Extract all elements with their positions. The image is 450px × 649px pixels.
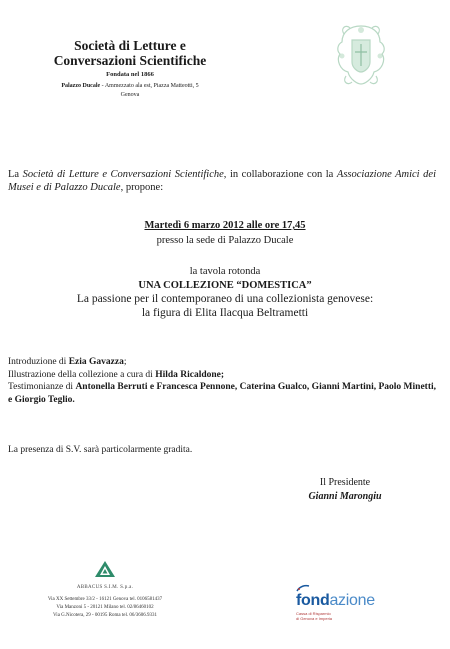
signature-block xyxy=(290,476,400,504)
abbacus-address-line: Via Manzoni 5 - 20121 Milano tel. 02/86460102 xyxy=(56,605,154,610)
sponsor-abbacus xyxy=(20,560,190,620)
event-format: la tavola rotonda xyxy=(189,266,261,277)
abbacus-address-line: Via XX Settembre 33/2 - 16121 Genova tel. 0106581437 xyxy=(47,597,163,602)
fondazione-light: azione xyxy=(329,592,375,609)
intro-punct: ; xyxy=(123,357,127,367)
closing-line: La presenza di S.V. sarà particolarmente gradita. xyxy=(8,445,193,455)
event-subtitle-line2: la figura di Elita Ilacqua Beltrametti xyxy=(141,307,309,319)
society-title-line1: Società di Letture e xyxy=(74,38,186,53)
illustration-speaker: Hilda Ricaldone; xyxy=(155,369,225,380)
address-venue: Palazzo Ducale xyxy=(61,83,101,89)
intro-speaker: Ezia Gavazza xyxy=(68,357,124,367)
society-header xyxy=(0,38,260,100)
intro-label: Introduzione di xyxy=(8,357,69,367)
society-title-line2: Conversazioni Scientifiche xyxy=(53,53,207,68)
fondazione-subtitle xyxy=(296,611,375,621)
credits-block xyxy=(8,356,436,406)
illustration-label: Illustrazione della collezione a cura di xyxy=(8,369,156,380)
abbacus-address-line: Via G.Nicotera, 29 - 00195 Roma tel. 06/3606.9331 xyxy=(53,613,157,618)
intro-text: , propone: xyxy=(120,182,164,193)
fondazione-swoosh-icon xyxy=(296,584,310,592)
fondazione-sub-line: Cassa di Risparmio xyxy=(296,611,331,616)
coat-of-arms-icon xyxy=(330,20,392,90)
testimonies-speakers: Antonella Berruti e Francesca Pennone, Caterina Gualco, Gianni Martini, Paolo Minetti, e Giorgio Teglio. xyxy=(8,382,436,405)
sponsor-fondazione xyxy=(296,592,375,621)
address-city: Genova xyxy=(120,92,140,98)
association-name: Associazione Amici dei Musei e di Palazzo Ducale xyxy=(8,169,436,193)
intro-text: , in collaborazione con la xyxy=(223,169,337,180)
abbacus-name: ABBACUS S.I.M. S.p.a. xyxy=(76,585,134,590)
intro-text: La xyxy=(8,169,23,180)
fondazione-logotype xyxy=(296,592,375,610)
event-date-text: Martedì 6 marzo 2012 alle ore 17,45 xyxy=(144,220,306,231)
event-date xyxy=(0,219,450,233)
testimonies-label: Testimonianze di xyxy=(8,382,76,392)
fondazione-sub-line: di Genova e Imperia xyxy=(296,616,333,621)
society-name: Società di Letture e Conversazioni Scientifiche xyxy=(22,169,224,180)
intro-paragraph xyxy=(8,168,436,194)
signature-name: Gianni Marongiu xyxy=(308,491,382,502)
abbacus-logo-icon xyxy=(94,560,116,578)
address-street: - Ammezzato ala est, Piazza Matteotti, 5 xyxy=(100,83,199,89)
society-address xyxy=(0,82,260,100)
founded-note: Fondata nel 1866 xyxy=(106,71,154,78)
abbacus-address xyxy=(20,596,190,620)
event-title: UNA COLLEZIONE “DOMESTICA” xyxy=(138,280,312,291)
fondazione-bold: fond xyxy=(296,592,330,609)
event-subtitle-line1: La passione per il contemporaneo di una collezionista genovese: xyxy=(76,293,374,305)
event-venue: presso la sede di Palazzo Ducale xyxy=(156,235,294,246)
signature-role: Il Presidente xyxy=(319,477,371,488)
